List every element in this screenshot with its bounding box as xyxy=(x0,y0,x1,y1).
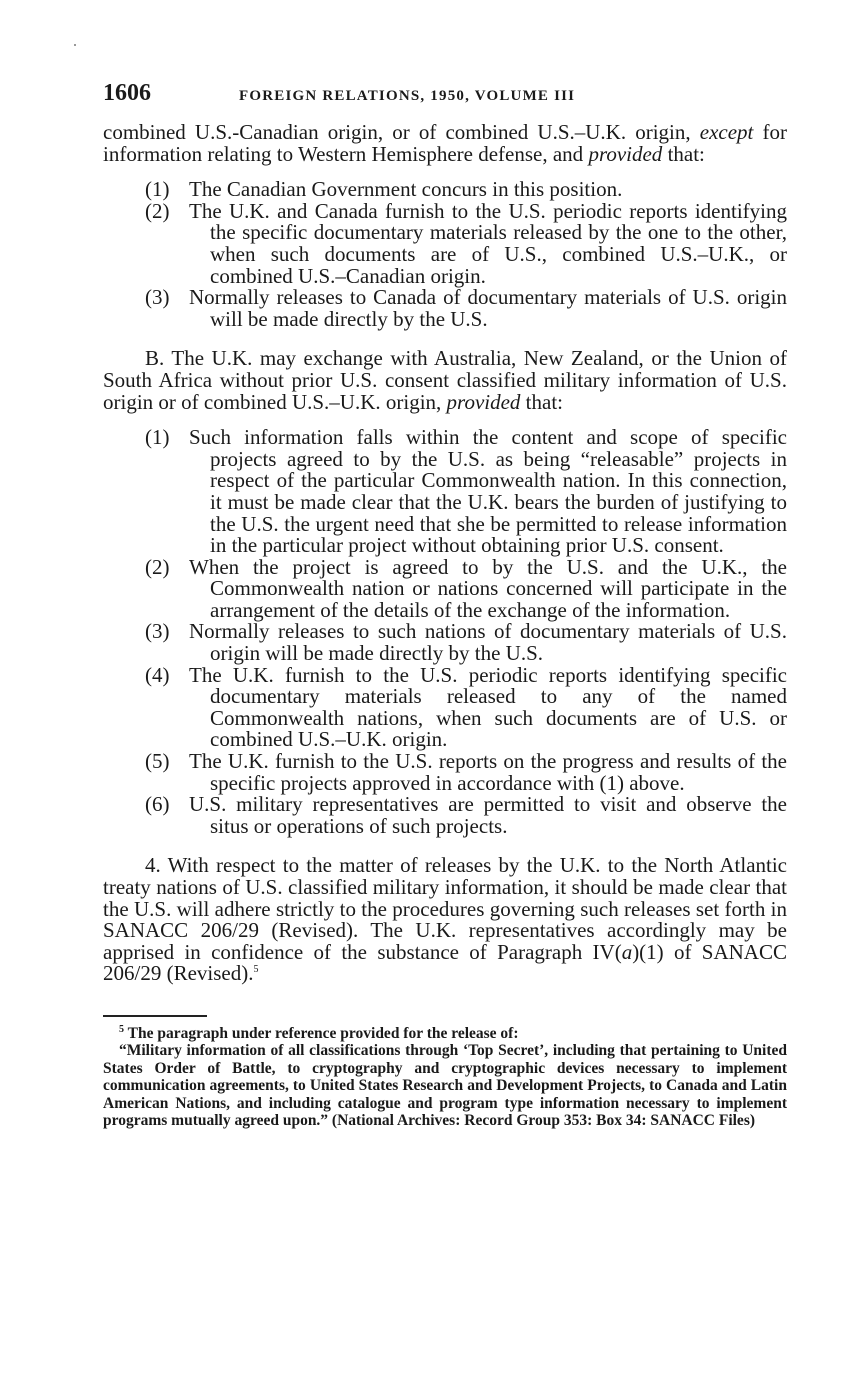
document-page xyxy=(103,80,787,1129)
page-number: 1606 xyxy=(103,80,151,106)
list-item-text: When the project is agreed to by the U.S. and the U.K., the Commonwealth nation or nations concerned will participate in the arrangement of the details of the exchange of the information. xyxy=(189,554,787,622)
text-run: combined U.S.-Canadian origin, or of combined U.S.–U.K. origin, xyxy=(103,120,700,144)
page-header xyxy=(103,80,787,110)
list-item xyxy=(145,751,787,794)
emphasis-text: provided xyxy=(446,389,521,414)
text-run: that: xyxy=(662,141,705,166)
list-item xyxy=(145,179,787,201)
paragraph-4-text xyxy=(103,853,787,985)
list-item-text: The U.K. and Canada furnish to the U.S. periodic reports identifying the specific documentary materials released by the one to the other, when such documents are of U.S., combined U.S.–U.K., or combined U.S.–Canadian origin. xyxy=(189,198,787,288)
list-item-text: Such information falls within the content and scope of specific projects agreed to by the U.S. as being “releasable” projects in respect of the particular Commonwealth nation. In this connection, it must be made clear that the U.K. bears the burden of justifying to the U.S. the urgent need that she be permitted to release information in the particular project without obtaining prior U.S. consent. xyxy=(189,425,787,558)
list-item-number: (2) xyxy=(145,198,170,223)
footnote-intro-text: The paragraph under reference provided for the release of: xyxy=(127,1024,519,1042)
footnote-divider xyxy=(103,1015,207,1017)
paragraph-4 xyxy=(103,855,787,985)
running-head: FOREIGN RELATIONS, 1950, VOLUME III xyxy=(239,88,576,104)
list-item xyxy=(145,621,787,664)
list-item-text: U.S. military representatives are permitted to visit and observe the situs or operations of such projects. xyxy=(189,792,787,838)
text-run: that: xyxy=(520,389,563,414)
list-item xyxy=(145,794,787,837)
list-item-text: Normally releases to such nations of documentary materials of U.S. origin will be made directly by the U.S. xyxy=(189,619,787,666)
list-item-number: (2) xyxy=(145,554,170,579)
text-run: 4. With respect to the matter of releases by the U.K. to the North Atlantic treaty nations of U.S. classified military information, it should be made clear that the U.S. will adhere strictly to the procedures governing such releases set forth in SANACC 206/29 (Revised). The U.K. representatives accordingly may be apprised in confidence of the substance of Paragraph IV( xyxy=(103,853,787,964)
body-text xyxy=(103,122,787,985)
paragraph-b xyxy=(103,348,787,413)
text-run: B. The U.K. may exchange with Australia, New Zealand, or the Union of South Africa without prior U.S. consent classified military information of U.S. origin or of combined U.S.–U.K. origin, xyxy=(103,346,787,414)
conditions-list-a xyxy=(103,179,787,330)
list-item xyxy=(145,198,787,288)
list-item xyxy=(145,554,787,622)
list-item-text: The U.K. furnish to the U.S. reports on the progress and results of the specific projects approved in accordance with (1) above. xyxy=(189,749,787,795)
intro-paragraph xyxy=(103,122,787,165)
list-item-number: (5) xyxy=(145,749,170,774)
conditions-list-b xyxy=(103,427,787,837)
list-item-number: (1) xyxy=(145,177,170,202)
list-item-number: (1) xyxy=(145,425,170,450)
list-item-number: (6) xyxy=(145,792,170,817)
footnote-marker: 5 xyxy=(119,1023,124,1035)
footnote-quote: “Military information of all classifications through ‘Top Secret’, including that pertaining to United States Order of Battle, to cryptography and cryptographic devices necessary to implement communication agreements, to United States Research and Development Projects, to Canada and Latin American Nations, and including catalogue and program type information necessary to implement programs mutually agreed upon.” (National Archives: Record Group 353: Box 34: SANACC Files) xyxy=(103,1042,787,1129)
list-item-number: (3) xyxy=(145,285,170,310)
footnote xyxy=(103,1025,787,1129)
list-item-text: The Canadian Government concurs in this position. xyxy=(189,177,623,202)
list-item-text: Normally releases to Canada of documentary materials of U.S. origin will be made directly by the U.S. xyxy=(189,285,787,331)
list-item-number: (4) xyxy=(145,662,170,687)
list-item-text: The U.K. furnish to the U.S. periodic reports identifying specific documentary materials released to any of the named Commonwealth nations, when such documents are of U.S. or combined U.S.–U.K. origin. xyxy=(189,662,787,752)
list-item xyxy=(145,287,787,330)
list-item xyxy=(145,662,787,752)
text-run: for information relating to Western Hemisphere defense, and xyxy=(103,120,787,166)
footnote-intro xyxy=(103,1025,787,1042)
emphasis-text: a xyxy=(621,939,633,964)
list-item-number: (3) xyxy=(145,619,170,644)
scan-mark xyxy=(74,44,76,46)
footnote-reference[interactable]: 5 xyxy=(253,964,259,976)
text-run: )(1) of SANACC 206/29 (Revised). xyxy=(103,939,787,986)
emphasis-text: provided xyxy=(588,141,663,166)
list-item xyxy=(145,427,787,557)
emphasis-text: except xyxy=(699,120,754,144)
